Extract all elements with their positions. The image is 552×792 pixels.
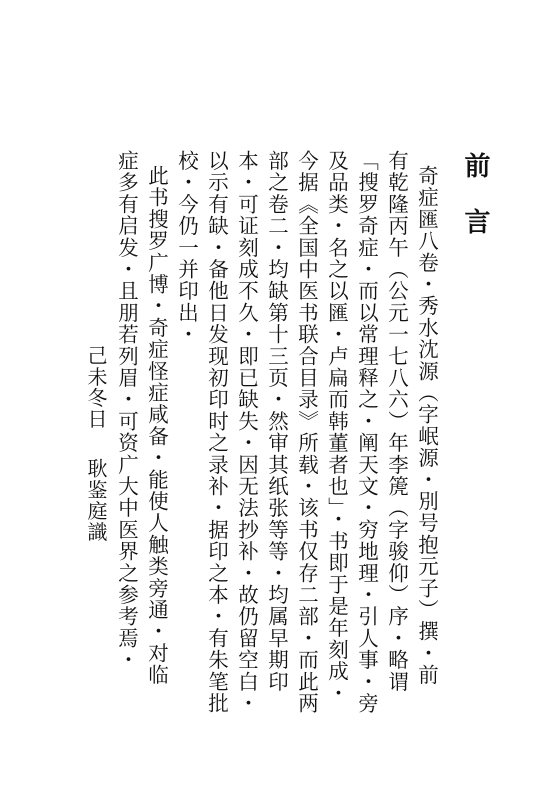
preface-paragraph-line: 症多有启发・且朋若列眉・可资广大中医界之参考焉・ [114, 150, 139, 671]
preface-paragraph-line: 部之卷二・均缺第十三页・然审其纸张等等・均属早期印 [264, 150, 289, 693]
preface-paragraph-line: 「搜罗奇症・而以常理释之・阐天文・穷地理・引人事・旁 [354, 150, 379, 715]
page-title: 前言 [460, 152, 490, 264]
preface-paragraph-line: 本・可证刻成不久・即已缺失・因无法抄补・故仍留空白・ [234, 150, 259, 715]
preface-date: 己未冬日 [84, 345, 108, 430]
preface-paragraph-line: 此书搜罗广博・奇症怪症咸备・能使人触类旁通・对临 [144, 165, 169, 686]
preface-paragraph-line: 以示有缺・备他日发现初印时之录补・据印之本・有朱笔批 [204, 150, 229, 715]
preface-paragraph-line: 奇症匯八卷・秀水沈源（字岷源・別号抱元子）撰・前 [414, 165, 439, 686]
preface-paragraph-line: 有乾隆丙午（公元一七八六）年李箎（字骏仰）序・略谓 [384, 150, 409, 693]
preface-paragraph-line: 今据《全国中医书联合目录》所载・该书仅存二部・而此两 [294, 150, 319, 715]
author-signature: 耿鉴庭識 [84, 458, 108, 543]
preface-paragraph-line: 及品类・名之以匯・卢扁而韩董者也」・书即于是年刻成・ [324, 150, 349, 704]
preface-paragraph-line: 校・今仍一并印出・ [174, 150, 199, 346]
